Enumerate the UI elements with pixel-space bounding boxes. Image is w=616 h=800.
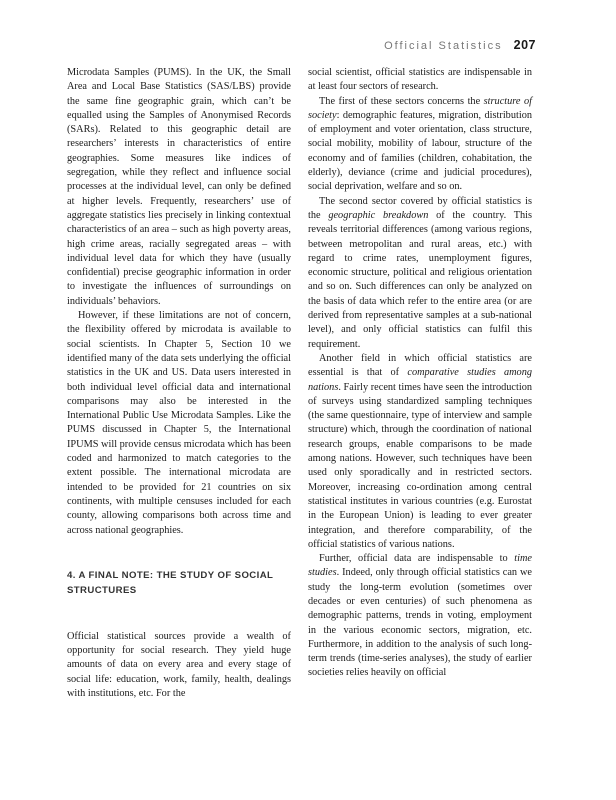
paragraph [308, 95, 532, 195]
emphasis: structure of society [308, 95, 532, 121]
left-column [67, 66, 291, 701]
running-header [384, 38, 536, 52]
paragraph [308, 552, 532, 681]
text-run: : demographic features, migration, distribution of employment and voter orientation, class structure, social mobility, mobility of labour, structure of the economy and of families (children, cohabitation, the elderly), deviance (crime and judicial procedures), social deprivation, welfare and so on. [308, 109, 532, 193]
text-run: Another field in which official statistics are essential is that of [308, 352, 532, 379]
emphasis: time studies [308, 553, 532, 579]
paragraph [308, 195, 532, 352]
running-title: Official Statistics [384, 40, 503, 52]
text-run: of the country. This reveals territorial differences (among various regions, between metropolitan and rural areas, etc.) with regard to crime rates, unemployment figures, economic structure, political and religious orientation and so on. Such differences can only be analyzed on the basis of data which refer to the entire area (or are derived from representative samples at a sub-national level), and only official statistics can fulfil this requirement. [308, 209, 533, 350]
section-heading: 4. A FINAL NOTE: THE STUDY OF SOCIAL STRUCTURES [67, 569, 274, 596]
emphasis: comparative studies among nations [308, 367, 532, 393]
text-run: The first of these sectors concerns the [319, 95, 484, 107]
paragraph: Official statistical sources provide a wealth of opportunity for social research. They yield huge amounts of data on every area and every stage of social life: education, work, family, health, dealings with institutions, etc. For the [67, 630, 291, 699]
paragraph: However, if these limitations are not of concern, the flexibility offered by microdata is available to social scientists. In Chapter 5, Section 10 we identified many of the data sets underlying the official statistics in the UK and US. Data users interested in both individual level official data and international comparisons may also be interested in the International Public Use Microdata Samples. Like the PUMS discussed in Chapter 5, the International IPUMS will provide census microdata which has been coded and harmonized to match categories to the extent possible. The international microdata are intended to be provided for 21 countries on six continents, with multiple censuses included for each county, allowing comparisons both across time and across national geographies. [67, 310, 291, 536]
paragraph [308, 352, 532, 552]
right-column [308, 66, 532, 681]
paragraph: social scientist, official statistics are indispensable in at least four sectors of research. [308, 67, 532, 93]
page-number: 207 [513, 38, 536, 52]
text-run: . Fairly recent times have seen the introduction of surveys using standardized sampling techniques (the same questionnaire, type of interview and sample structure) which, through the coordination of national research groups, enable comparisons to be made among nations. However, such techniques have been used only sporadically and in restricted sectors. Moreover, increasing co-ordination among central statistical institutes in various countries (e.g. Eurostat in the European Union) is leading to ever greater integration, and therefore comparability, of the official statistics of various nations. [308, 381, 532, 550]
text-run: . Indeed, only through official statistics can we study the long-term evolution (sometimes over decades or even centuries) of such phenomena as demographic patterns, trends in voting, employment in the various economic sectors, migration, etc. Furthermore, in addition to the analysis of such long-term trends (time-series analyses), the study of earlier societies relies heavily on official [308, 567, 532, 679]
emphasis: geographic breakdown [328, 209, 429, 221]
text-run: The second sector covered by official statistics is the [308, 195, 532, 221]
paragraph: Microdata Samples (PUMS). In the UK, the Small Area and Local Base Statistics (SAS/LBS) provide the same fine geographic grain, which can’t be equalled using the Samples of Anonymised Records (SARs). Related to this geographic detail are researchers’ interests in characteristics of entire geographies. Some measures like indices of segregation, while they reflect and influence social processes at the individual level, can only be defined at higher levels. Frequently, researchers’ use of aggregate statistics lies precisely in linking contextual characteristics of an area – such as high poverty areas, high crime areas, racially segregated areas – with individual level data for which they have (usually confidential) precise geographic information in order to investigate the influences of surroundings on individuals’ behaviors. [67, 67, 291, 307]
text-run: Further, official data are indispensable to [319, 553, 515, 565]
